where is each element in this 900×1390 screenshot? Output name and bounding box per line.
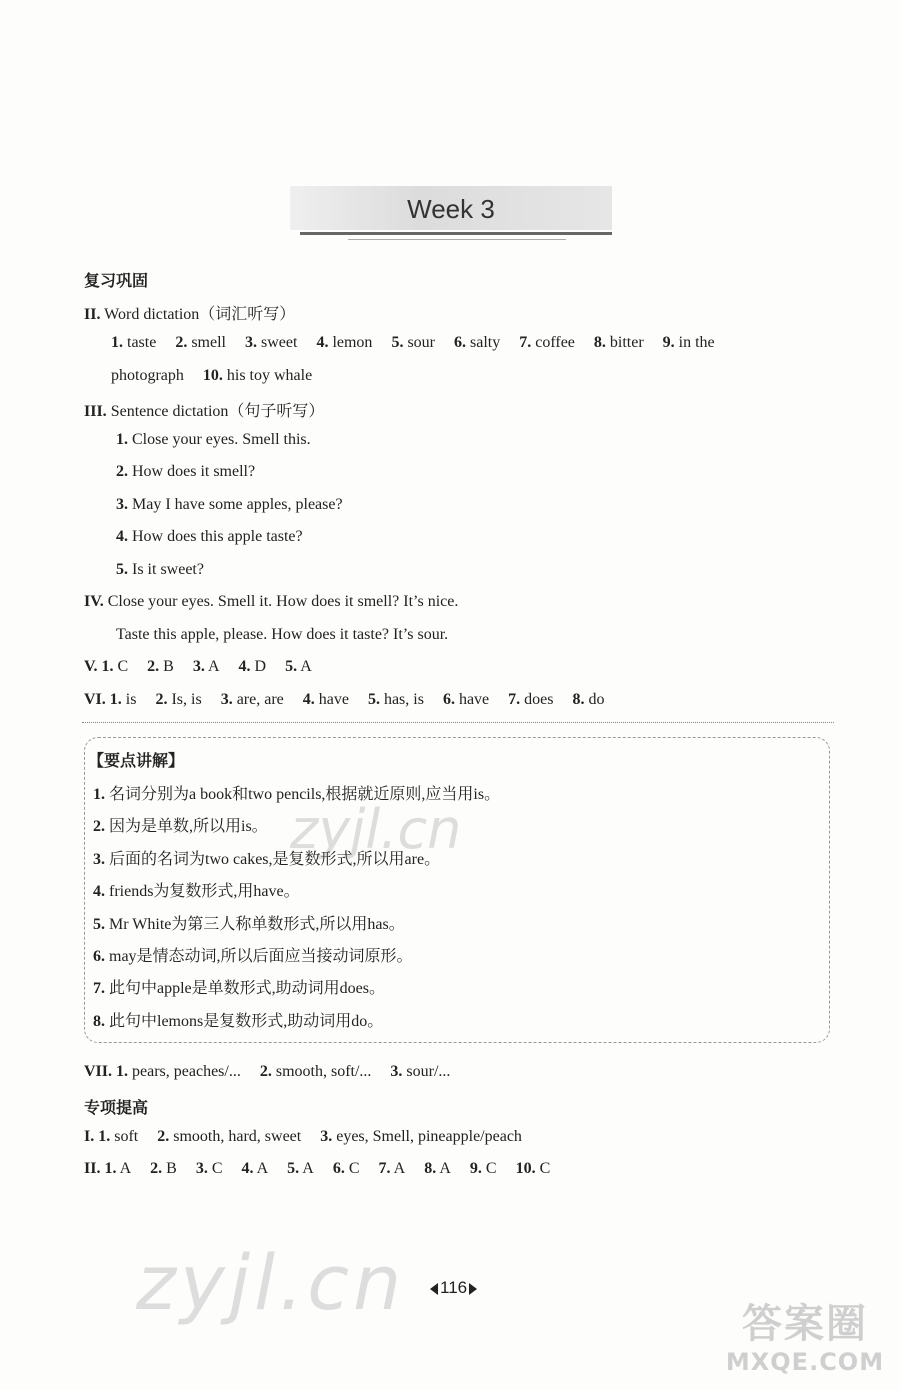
answer-item: 8. bitter — [593, 334, 644, 351]
section-3-header — [84, 398, 324, 421]
advanced-section-2: II. 1. A 2. B 3. C 4. A 5. A 6. C 7. A 8. A 9. C 10. C — [84, 1160, 551, 1177]
section-6: VI. 1. is 2. Is, is 3. are, are 4. have 5. has, is 6. have 7. does 8. do — [84, 691, 605, 708]
page-number: 116 — [430, 1278, 477, 1298]
answer-item: 5. sour — [391, 334, 435, 351]
key-point-item: 1. 名词分别为a book和two pencils,根据就近原则,应当用is。 — [93, 786, 501, 803]
watermark-mid: zyjl.cn — [290, 798, 462, 861]
sentence-item: 2. How does it smell? — [116, 463, 256, 480]
key-point-item: 6. may是情态动词,所以后面应当接动词原形。 — [93, 948, 413, 965]
answer-item: 7. coffee — [519, 334, 575, 351]
advanced-heading: 专项提高 — [84, 1098, 149, 1117]
dotted-divider — [82, 722, 834, 723]
section-4-line1: IV. Close your eyes. Smell it. How does it smell? It’s nice. — [84, 593, 459, 610]
key-point-item: 5. Mr White为第三人称单数形式,所以用has。 — [93, 916, 405, 933]
section-2-label: Word dictation（词汇听写） — [104, 306, 296, 323]
title-banner — [290, 186, 612, 230]
watermark-seal: 答案圈 MXQE.COM — [725, 1301, 885, 1376]
section-3-label: Sentence dictation（句子听写） — [110, 403, 325, 420]
answer-item: 6. salty — [454, 334, 501, 351]
section-5: V. 1. C 2. B 3. A 4. D 5. A — [84, 658, 312, 675]
answer-item: 1. taste — [111, 334, 157, 351]
key-point-item: 8. 此句中lemons是复数形式,助动词用do。 — [93, 1013, 384, 1030]
section-7: VII. 1. pears, peaches/... 2. smooth, soft/... 3. sour/... — [84, 1063, 451, 1080]
section-4-line2: Taste this apple, please. How does it taste? It’s sour. — [116, 626, 449, 643]
review-heading: 复习巩固 — [84, 271, 149, 290]
key-point-item: 2. 因为是单数,所以用is。 — [93, 818, 268, 835]
answer-continuation: photograph — [111, 367, 184, 384]
title-underline — [300, 232, 612, 235]
sentence-item: 4. How does this apple taste? — [116, 528, 303, 545]
title-underline-thin — [348, 239, 566, 240]
key-point-item: 4. friends为复数形式,用have。 — [93, 883, 300, 900]
key-points-box — [84, 737, 830, 1043]
answer-item: 3. sweet — [245, 334, 298, 351]
section-2-row2 — [111, 367, 312, 385]
answer-item: 2. smell — [175, 334, 226, 351]
section-3-num: III. — [84, 403, 107, 420]
sentence-item: 5. Is it sweet? — [116, 561, 204, 578]
key-point-item: 3. 后面的名词为two cakes,是复数形式,所以用are。 — [93, 851, 441, 868]
triangle-left-icon — [430, 1283, 438, 1295]
key-point-item: 7. 此句中apple是单数形式,助动词用does。 — [93, 980, 385, 997]
section-2-row1 — [111, 334, 715, 352]
sentence-item: 1. Close your eyes. Smell this. — [116, 431, 311, 448]
page-title: Week 3 — [407, 194, 495, 224]
answer-item: 10. his toy whale — [202, 367, 313, 384]
section-2-header — [84, 301, 295, 324]
advanced-section-1: I. 1. soft 2. smooth, hard, sweet 3. eyes, Smell, pineapple/peach — [84, 1128, 522, 1145]
watermark-bottom: zyjl.cn — [136, 1238, 406, 1327]
answer-item: 4. lemon — [316, 334, 373, 351]
key-points-heading: 【要点讲解】 — [88, 751, 185, 770]
section-4-num: IV. — [84, 593, 104, 610]
triangle-right-icon — [469, 1283, 477, 1295]
answer-item: 9. in the — [662, 334, 715, 351]
sentence-item: 3. May I have some apples, please? — [116, 496, 343, 513]
section-2-num: II. — [84, 306, 101, 323]
